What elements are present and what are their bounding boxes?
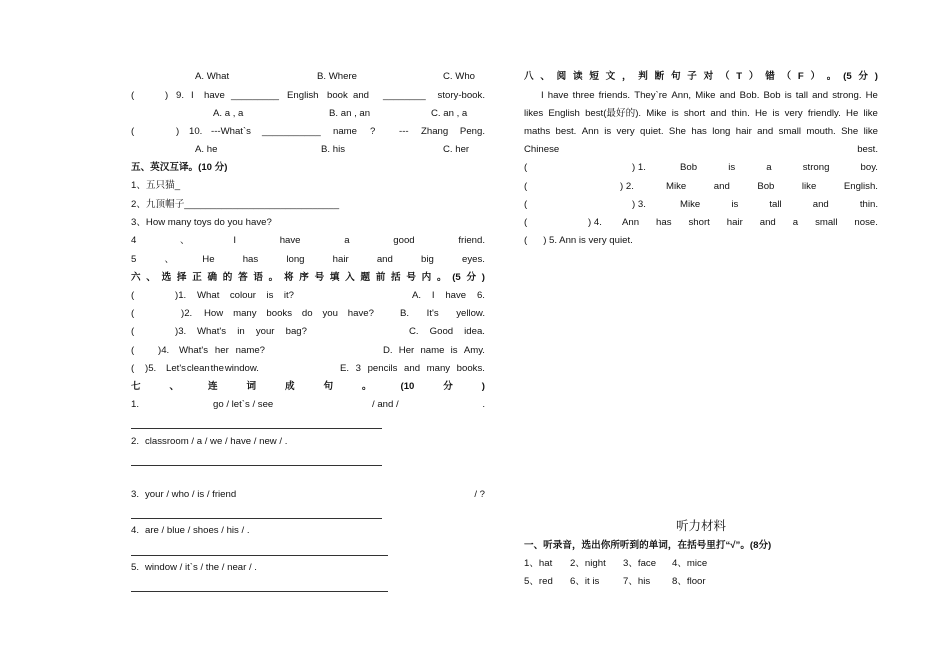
answer-line-4[interactable] <box>131 555 388 556</box>
q8-option-b: B. Where <box>317 71 357 82</box>
section-7-title: 七 、 连 词 成 句 。 (10 分 ) <box>131 381 485 392</box>
sec6-row-1: ( )1. What colour is it? A. I have 6. <box>131 290 485 301</box>
sec5-item-1: 1、五只猫_ <box>131 180 181 191</box>
sec6-row-2: ( )2. How many books do you have? B. It's yellow. <box>131 308 485 319</box>
listening-row-1: 1、hat 2、night 3、face 4、mice <box>524 558 708 569</box>
tf-row-3: ( ) 3. Mike is tall and thin. <box>524 199 878 210</box>
sec7-item-4: 4. are / blue / shoes / his / . <box>131 525 250 536</box>
answer-line-2[interactable] <box>131 465 382 466</box>
sec7-item-1: 1. go / let`s / see / and / . <box>131 399 485 410</box>
sec7-item-3: 3. your / who / is / friend / ? <box>131 489 485 500</box>
sec5-item-2: 2、九顶帽子_____________________________ <box>131 199 340 210</box>
sec5-item-5: 5 、 He has long hair and big eyes. <box>131 254 485 265</box>
q9: ( ) 9. I have _________ English book and ________ story-book. <box>131 90 485 101</box>
q9-blank2[interactable]: ________ <box>383 90 426 101</box>
answer-line-5[interactable] <box>131 591 388 592</box>
sec5-item-4: 4 、 I have a good friend. <box>131 235 485 246</box>
q8-option-c: C. Who <box>443 71 475 82</box>
tf-row-2: ( ) 2. Mike and Bob like English. <box>524 181 878 192</box>
sec6-row-5: ( )5. Let's clean the window. E. 3 pencils and many books. <box>131 363 485 374</box>
listening-row-2: 5、red 6、it is 7、his 8、floor <box>524 576 706 587</box>
q9-blank1[interactable]: _________ <box>231 90 280 101</box>
sec6-row-3: ( )3. What's in your bag? C. Good idea. <box>131 326 485 337</box>
q10: ( ) 10. ---What`s ___________ name ? --- Zhang Peng. <box>131 126 485 137</box>
q10-blank[interactable]: ___________ <box>262 126 321 137</box>
q8-option-a: A. What <box>195 71 230 82</box>
q8-options <box>131 70 485 84</box>
sec7-item-2: 2. classroom / a / we / have / new / . <box>131 436 288 447</box>
passage-line-4: Chinese best. <box>524 144 878 155</box>
sec7-item-5: 5. window / it`s / the / near / . <box>131 562 257 573</box>
q10-options: A. he B. his C. her <box>195 144 470 155</box>
section-6-title: 六 、 选 择 正 确 的 答 语 。 将 序 号 填 入 题 前 括 号 内 。 (5 分 ) <box>131 272 485 283</box>
tf-row-5: ( ) 5. Ann is very quiet. <box>524 235 633 246</box>
passage-line-1: I have three friends. They`re Ann, Mike and Bob. Bob is tall and strong. He <box>541 90 878 101</box>
section-5-title: 五、英汉互译。(10 分) <box>131 162 228 173</box>
section-8-title: 八 、 阅 读 短 文 ， 判 断 句 子 对 （ T ） 错 （ F ） 。 (5 分 ) <box>524 71 878 82</box>
sec6-row-4: ( )4. What's her name? D. Her name is Amy. <box>131 345 485 356</box>
q9-options: A. a , a B. an , an C. an , a <box>213 108 468 119</box>
tf-row-1: ( ) 1. Bob is a strong boy. <box>524 162 878 173</box>
answer-line-3[interactable] <box>131 518 382 519</box>
tf-row-4: ( ) 4. Ann has short hair and a small nose. <box>524 217 878 228</box>
passage-line-2: likes English best(最好的). Mike is short and thin. He is very friendly. He like <box>524 108 878 119</box>
listening-section-1: 一、听录音，选出你所听到的单词，在括号里打“√”。(8分) <box>524 540 772 551</box>
sec5-item-3: 3、How many toys do you have? <box>131 217 272 228</box>
answer-line-1[interactable] <box>131 428 382 429</box>
listening-title: 听力材料 <box>675 519 726 533</box>
passage-line-3: maths best. Ann is very quiet. She has long hair and small mouth. She like <box>524 126 878 137</box>
